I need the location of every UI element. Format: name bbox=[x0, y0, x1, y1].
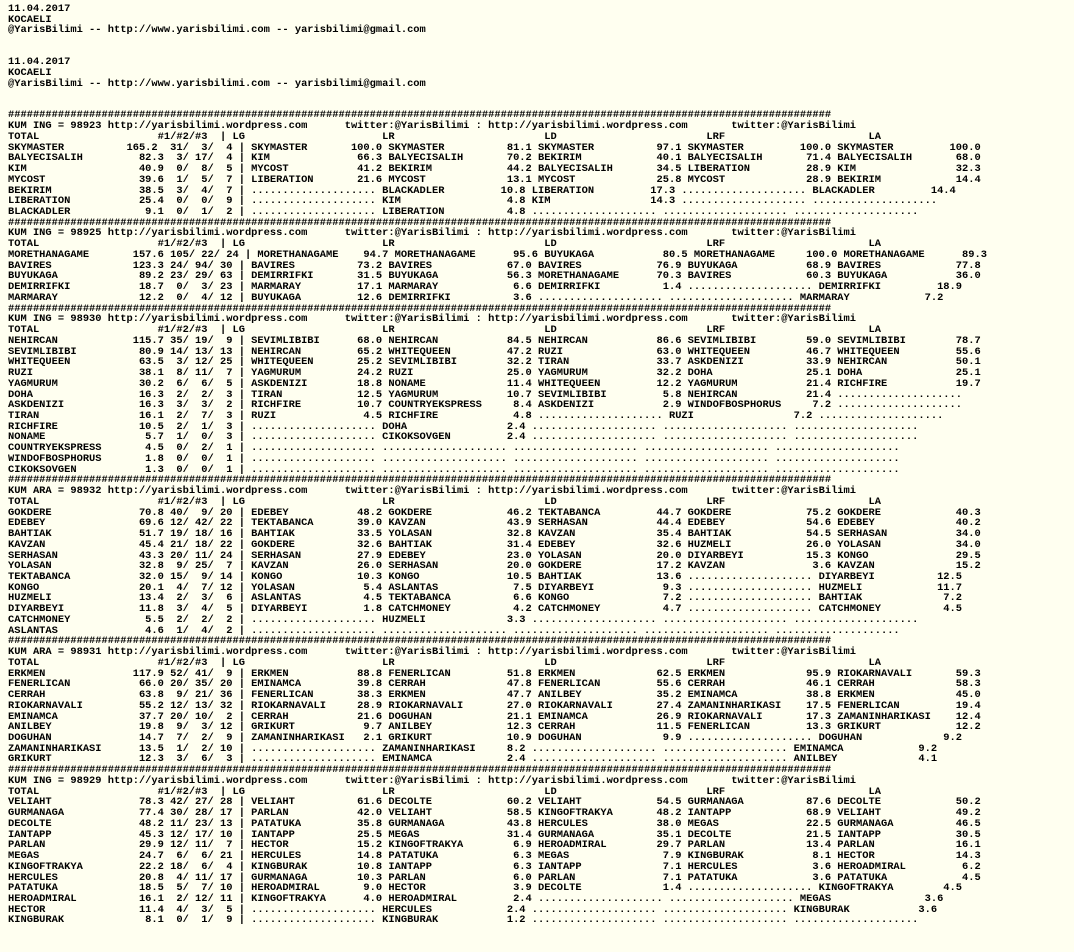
header-spacer bbox=[8, 36, 1074, 57]
table-row: HERCULES 20.8 4/ 11/ 17 | GURMANAGA 10.3 PARLAN 6.0 PARLAN 7.1 PATATUKA 3.6 PATATUKA 4.5 bbox=[8, 871, 981, 884]
table-row: ASLANTAS 4.6 1/ 4/ 2 | .................... .................... .................... .................... .................... bbox=[8, 624, 900, 637]
table-row: SEVIMLIBIBI 80.9 14/ 13/ 13 | NEHIRCAN 65.2 WHITEQUEEN 47.2 RUZI 63.0 WHITEQUEEN 46.7 WHITEQUEEN 55.6 bbox=[8, 345, 981, 358]
table-row: BLACKADLER 9.1 0/ 1/ 2 | .................... LIBERATION 4.8 .................... .................... .................... bbox=[8, 206, 919, 219]
table-row: PATATUKA 18.5 5/ 7/ 10 | HEROADMIRAL 9.0 HECTOR 3.9 DECOLTE 1.4 .................... KINGOFTRAKYA 4.5 bbox=[8, 882, 963, 895]
race-title: KUM ING = 98925 http://yarisbilimi.wordpress.com twitter:@YarisBilimi : http://yarisbilimi.wordpress.com twitter:@YarisBilimi bbox=[8, 227, 857, 240]
report-date-repeat: 11.04.2017 bbox=[8, 56, 71, 69]
table-row: BALYECISALIH 82.3 3/ 17/ 4 | KIM 66.3 BALYECISALIH 70.2 BEKIRIM 40.1 BALYECISALIH 71.4 BALYECISALIH 68.0 bbox=[8, 152, 981, 165]
race-title: KUM ING = 98923 http://yarisbilimi.wordpress.com twitter:@YarisBilimi : http://yarisbilimi.wordpress.com twitter:@YarisBilimi bbox=[8, 120, 857, 133]
table-row: HEROADMIRAL 16.1 2/ 12/ 11 | KINGOFTRAKYA 4.0 HEROADMIRAL 2.4 .................... .................... MEGAS 3.6 bbox=[8, 893, 944, 906]
table-row: ZAMANINHARIKASI 13.5 1/ 2/ 10 | .................... ZAMANINHARIKASI 8.2 .................... .................... EMINAMCA 9.2 bbox=[8, 742, 938, 755]
table-row: YAGMURUM 30.2 6/ 6/ 5 | ASKDENIZI 18.8 NONAME 11.4 WHITEQUEEN 12.2 YAGMURUM 21.4 RICHFIRE 19.7 bbox=[8, 377, 981, 390]
column-header-row: TOTAL #1/#2/#3 | LG LR LD LRF LA bbox=[8, 785, 881, 798]
race-title: KUM ING = 98929 http://yarisbilimi.wordpress.com twitter:@YarisBilimi : http://yarisbilimi.wordpress.com twitter:@YarisBilimi bbox=[8, 774, 857, 787]
table-row: HECTOR 11.4 4/ 3/ 5 | .................... HERCULES 2.4 .................... .................... KINGBURAK 3.6 bbox=[8, 903, 938, 916]
race-title: KUM ARA = 98931 http://yarisbilimi.wordpress.com twitter:@YarisBilimi : http://yarisbilimi.wordpress.com twitter:@YarisBilimi bbox=[8, 646, 857, 659]
table-row: DEMIRRIFKI 18.7 0/ 3/ 23 | MARMARAY 17.1 MARMARAY 6.6 DEMIRRIFKI 1.4 .................... DEMIRRIFKI 18.9 bbox=[8, 281, 963, 294]
header-spacer-2 bbox=[8, 89, 1074, 110]
table-row: MORETHANAGAME 157.6 105/ 22/ 24 | MORETHANAGAME 94.7 MORETHANAGAME 95.6 BUYUKAGA 80.5 MORETHANAGAME 100.0 MORETHANAGAME 89.3 bbox=[8, 248, 987, 261]
table-row: BEKIRIM 38.5 3/ 4/ 7 | .................... BLACKADLER 10.8 LIBERATION 17.3 .................... BLACKADLER 14.4 bbox=[8, 184, 956, 197]
table-row: HUZMELI 13.4 2/ 3/ 6 | ASLANTAS 4.5 TEKTABANCA 6.6 KONGO 7.2 .................... BAHTIAK 7.2 bbox=[8, 592, 963, 605]
section-divider: #################################################################################################################################### bbox=[8, 474, 832, 487]
table-row: COUNTRYEKSPRESS 4.5 0/ 2/ 1 | .................... .................... .................... .................... .................... bbox=[8, 442, 900, 455]
table-row: TEKTABANCA 32.0 15/ 9/ 14 | KONGO 10.3 KONGO 10.5 BAHTIAK 13.6 .................... DIYARBEYI 12.5 bbox=[8, 570, 963, 583]
report-contact-repeat: @YarisBilimi -- http://www.yarisbilimi.com -- yarisbilimi@gmail.com bbox=[8, 77, 426, 90]
table-row: CIKOKSOVGEN 1.3 0/ 0/ 1 | .................... .................... .................... .................... .................... bbox=[8, 463, 900, 476]
report-contact: @YarisBilimi -- http://www.yarisbilimi.com -- yarisbilimi@gmail.com bbox=[8, 24, 426, 37]
report-city: KOCAELI bbox=[8, 13, 52, 26]
table-row: WINDOFBOSPHORUS 1.8 0/ 0/ 1 | .................... .................... .................... .................... .................... bbox=[8, 452, 900, 465]
report-header bbox=[8, 4, 1074, 36]
table-row: BUYUKAGA 89.2 23/ 29/ 63 | DEMIRRIFKI 31.5 BUYUKAGA 56.3 MORETHANAGAME 70.3 BAVIRES 60.3 BUYUKAGA 36.0 bbox=[8, 270, 981, 283]
table-row: DECOLTE 48.2 11/ 23/ 13 | PATATUKA 35.8 GURMANAGA 43.8 HERCULES 38.0 MEGAS 22.5 GURMANAGA 46.5 bbox=[8, 817, 981, 830]
table-row: RUZI 38.1 8/ 11/ 7 | YAGMURUM 24.2 RUZI 25.0 YAGMURUM 32.2 DOHA 25.1 DOHA 25.1 bbox=[8, 367, 981, 380]
table-row: KINGOFTRAKYA 22.2 18/ 6/ 4 | KINGBURAK 10.8 IANTAPP 6.3 IANTAPP 7.1 HERCULES 3.6 HEROADMIRAL 6.2 bbox=[8, 860, 981, 873]
column-header-row: TOTAL #1/#2/#3 | LG LR LD LRF LA bbox=[8, 324, 881, 337]
race-tables bbox=[8, 110, 1074, 926]
table-row: KONGO 20.1 4/ 7/ 12 | YOLASAN 5.4 ASLANTAS 7.5 DIYARBEYI 9.3 .................... HUZMELI 11.7 bbox=[8, 581, 963, 594]
table-row: MYCOST 39.6 1/ 5/ 7 | LIBERATION 21.6 MYCOST 13.1 MYCOST 25.8 MYCOST 28.9 BEKIRIM 14.4 bbox=[8, 173, 981, 186]
column-header-row: TOTAL #1/#2/#3 | LG LR LD LRF LA bbox=[8, 495, 881, 508]
section-divider: #################################################################################################################################### bbox=[8, 635, 832, 648]
table-row: TIRAN 16.1 2/ 7/ 3 | RUZI 4.5 RICHFIRE 4.8 .................... RUZI 7.2 .................... bbox=[8, 409, 944, 422]
table-row: BAVIRES 123.3 24/ 94/ 30 | BAVIRES 73.2 BAVIRES 67.0 BAVIRES 76.9 BUYUKAGA 68.9 BAVIRES 77.8 bbox=[8, 259, 981, 272]
table-row: MARMARAY 12.2 0/ 4/ 12 | BUYUKAGA 12.6 DEMIRRIFKI 3.6 .................... .................... MARMARAY 7.2 bbox=[8, 291, 944, 304]
table-row: ASKDENIZI 16.3 3/ 3/ 2 | RICHFIRE 10.7 COUNTRYEKSPRESS 8.4 ASKDENIZI 2.9 WINDOFBOSPHORUS 7.2 .................... bbox=[8, 399, 963, 412]
section-divider: #################################################################################################################################### bbox=[8, 216, 832, 229]
table-row: KINGBURAK 8.1 0/ 1/ 9 | .................... KINGBURAK 1.2 .................... .................... .................... bbox=[8, 914, 919, 927]
race-title: KUM ARA = 98932 http://yarisbilimi.wordpress.com twitter:@YarisBilimi : http://yarisbilimi.wordpress.com twitter:@YarisBilimi bbox=[8, 485, 857, 498]
table-row: GRIKURT 12.3 3/ 6/ 3 | .................... EMINAMCA 2.4 .................... .................... ANILBEY 4.1 bbox=[8, 753, 938, 766]
table-row: DOGUHAN 14.7 7/ 2/ 9 | ZAMANINHARIKASI 2.1 GRIKURT 10.9 DOGUHAN 9.9 .................... DOGUHAN 9.2 bbox=[8, 732, 963, 744]
table-row: CERRAH 63.8 9/ 21/ 36 | FENERLICAN 38.3 ERKMEN 47.7 ANILBEY 35.2 EMINAMCA 38.8 ERKMEN 45.0 bbox=[8, 689, 981, 702]
table-row: NONAME 5.7 1/ 0/ 3 | .................... CIKOKSOVGEN 2.4 .................... .................... .................... bbox=[8, 431, 919, 444]
table-row: EMINAMCA 37.7 20/ 10/ 2 | CERRAH 21.6 DOGUHAN 21.1 EMINAMCA 26.9 RIOKARNAVALI 17.3 ZAMANINHARIKASI 12.4 bbox=[8, 710, 981, 723]
column-header-row: TOTAL #1/#2/#3 | LG LR LD LRF LA bbox=[8, 130, 881, 143]
table-row: VELIAHT 78.3 42/ 27/ 28 | VELIAHT 61.6 DECOLTE 60.2 VELIAHT 54.5 GURMANAGA 87.6 DECOLTE 50.2 bbox=[8, 796, 981, 809]
table-row: DIYARBEYI 11.8 3/ 4/ 5 | DIYARBEYI 1.8 CATCHMONEY 4.2 CATCHMONEY 4.7 .................... CATCHMONEY 4.5 bbox=[8, 603, 963, 616]
table-row: ERKMEN 117.9 52/ 41/ 9 | ERKMEN 88.8 FENERLICAN 51.8 ERKMEN 62.5 ERKMEN 95.9 RIOKARNAVALI 59.3 bbox=[8, 667, 981, 680]
report-date: 11.04.2017 bbox=[8, 4, 71, 15]
table-row: MEGAS 24.7 6/ 6/ 21 | HERCULES 14.8 PATATUKA 6.3 MEGAS 7.9 KINGBURAK 8.1 HECTOR 14.3 bbox=[8, 850, 981, 863]
table-row: SERHASAN 43.3 20/ 11/ 24 | SERHASAN 27.9 EDEBEY 23.0 YOLASAN 20.0 DIYARBEYI 15.3 KONGO 29.5 bbox=[8, 549, 981, 562]
table-row: DOHA 16.3 2/ 2/ 3 | TIRAN 12.5 YAGMURUM 10.7 SEVIMLIBIBI 5.8 NEHIRCAN 21.4 .................... bbox=[8, 388, 963, 401]
section-divider: #################################################################################################################################### bbox=[8, 109, 832, 122]
report-city-repeat: KOCAELI bbox=[8, 66, 52, 79]
table-row: BAHTIAK 51.7 19/ 18/ 16 | BAHTIAK 33.5 YOLASAN 32.8 KAVZAN 35.4 BAHTIAK 54.5 SERHASAN 34.0 bbox=[8, 528, 981, 541]
table-row: FENERLICAN 66.0 20/ 35/ 20 | EMINAMCA 39.8 CERRAH 47.8 FENERLICAN 55.6 CERRAH 46.1 CERRAH 58.3 bbox=[8, 678, 981, 691]
table-row: EDEBEY 69.6 12/ 42/ 22 | TEKTABANCA 39.0 KAVZAN 43.9 SERHASAN 44.4 EDEBEY 54.6 EDEBEY 40.2 bbox=[8, 517, 981, 530]
table-row: ANILBEY 19.8 9/ 3/ 12 | GRIKURT 9.7 ANILBEY 12.3 CERRAH 11.5 FENERLICAN 13.3 GRIKURT 12.2 bbox=[8, 721, 981, 734]
table-row: RIOKARNAVALI 55.2 12/ 13/ 32 | RIOKARNAVALI 28.9 RIOKARNAVALI 27.0 RIOKARNAVALI 27.4 ZAMANINHARIKASI 17.5 FENERLICAN 19.4 bbox=[8, 699, 981, 712]
table-row: GOKDERE 70.8 40/ 9/ 20 | EDEBEY 48.2 GOKDERE 46.2 TEKTABANCA 44.7 GOKDERE 75.2 GOKDERE 40.3 bbox=[8, 506, 981, 519]
table-row: KIM 40.9 0/ 8/ 5 | MYCOST 41.2 BEKIRIM 44.2 BALYECISALIH 34.5 LIBERATION 28.9 KIM 32.3 bbox=[8, 163, 981, 176]
table-row: IANTAPP 45.3 12/ 17/ 10 | IANTAPP 25.5 MEGAS 31.4 GURMANAGA 35.1 DECOLTE 21.5 IANTAPP 30.5 bbox=[8, 828, 981, 841]
table-row: SKYMASTER 165.2 31/ 3/ 4 | SKYMASTER 100.0 SKYMASTER 81.1 SKYMASTER 97.1 SKYMASTER 100.0 SKYMASTER 100.0 bbox=[8, 141, 981, 154]
table-row: WHITEQUEEN 63.5 3/ 12/ 25 | WHITEQUEEN 25.2 SEVIMLIBIBI 32.2 TIRAN 33.7 ASKDENIZI 33.9 NEHIRCAN 50.1 bbox=[8, 356, 981, 369]
column-header-row: TOTAL #1/#2/#3 | LG LR LD LRF LA bbox=[8, 656, 881, 669]
table-row: LIBERATION 25.4 0/ 0/ 9 | .................... KIM 4.8 KIM 14.3 .................... .................... bbox=[8, 195, 938, 208]
section-divider: #################################################################################################################################### bbox=[8, 764, 832, 777]
table-row: YOLASAN 32.8 9/ 25/ 7 | KAVZAN 26.0 SERHASAN 20.0 GOKDERE 17.2 KAVZAN 3.6 KAVZAN 15.2 bbox=[8, 560, 981, 573]
report-header-repeat bbox=[8, 57, 1074, 89]
race-report-page bbox=[8, 4, 1074, 948]
table-row: GURMANAGA 77.4 30/ 28/ 17 | PARLAN 42.0 VELIAHT 58.5 KINGOFTRAKYA 48.2 IANTAPP 68.9 VELIAHT 49.2 bbox=[8, 807, 981, 820]
table-row: CATCHMONEY 5.5 2/ 2/ 2 | .................... HUZMELI 3.3 .................... .................... .................... bbox=[8, 613, 919, 626]
table-row: NEHIRCAN 115.7 35/ 19/ 9 | SEVIMLIBIBI 68.0 NEHIRCAN 84.5 NEHIRCAN 86.6 SEVIMLIBIBI 59.0 SEVIMLIBIBI 78.7 bbox=[8, 334, 981, 347]
table-row: PARLAN 29.9 12/ 11/ 7 | HECTOR 15.2 KINGOFTRAKYA 6.9 HEROADMIRAL 29.7 PARLAN 13.4 PARLAN 16.1 bbox=[8, 839, 981, 852]
table-row: RICHFIRE 10.5 2/ 1/ 3 | .................... DOHA 2.4 .................... .................... .................... bbox=[8, 420, 919, 433]
race-title: KUM ING = 98930 http://yarisbilimi.wordpress.com twitter:@YarisBilimi : http://yarisbilimi.wordpress.com twitter:@YarisBilimi bbox=[8, 313, 857, 326]
table-row: KAVZAN 45.4 21/ 18/ 22 | GOKDERE 32.6 BAHTIAK 31.4 EDEBEY 32.6 HUZMELI 26.0 YOLASAN 34.0 bbox=[8, 538, 981, 551]
section-divider: #################################################################################################################################### bbox=[8, 302, 832, 315]
column-header-row: TOTAL #1/#2/#3 | LG LR LD LRF LA bbox=[8, 238, 881, 251]
